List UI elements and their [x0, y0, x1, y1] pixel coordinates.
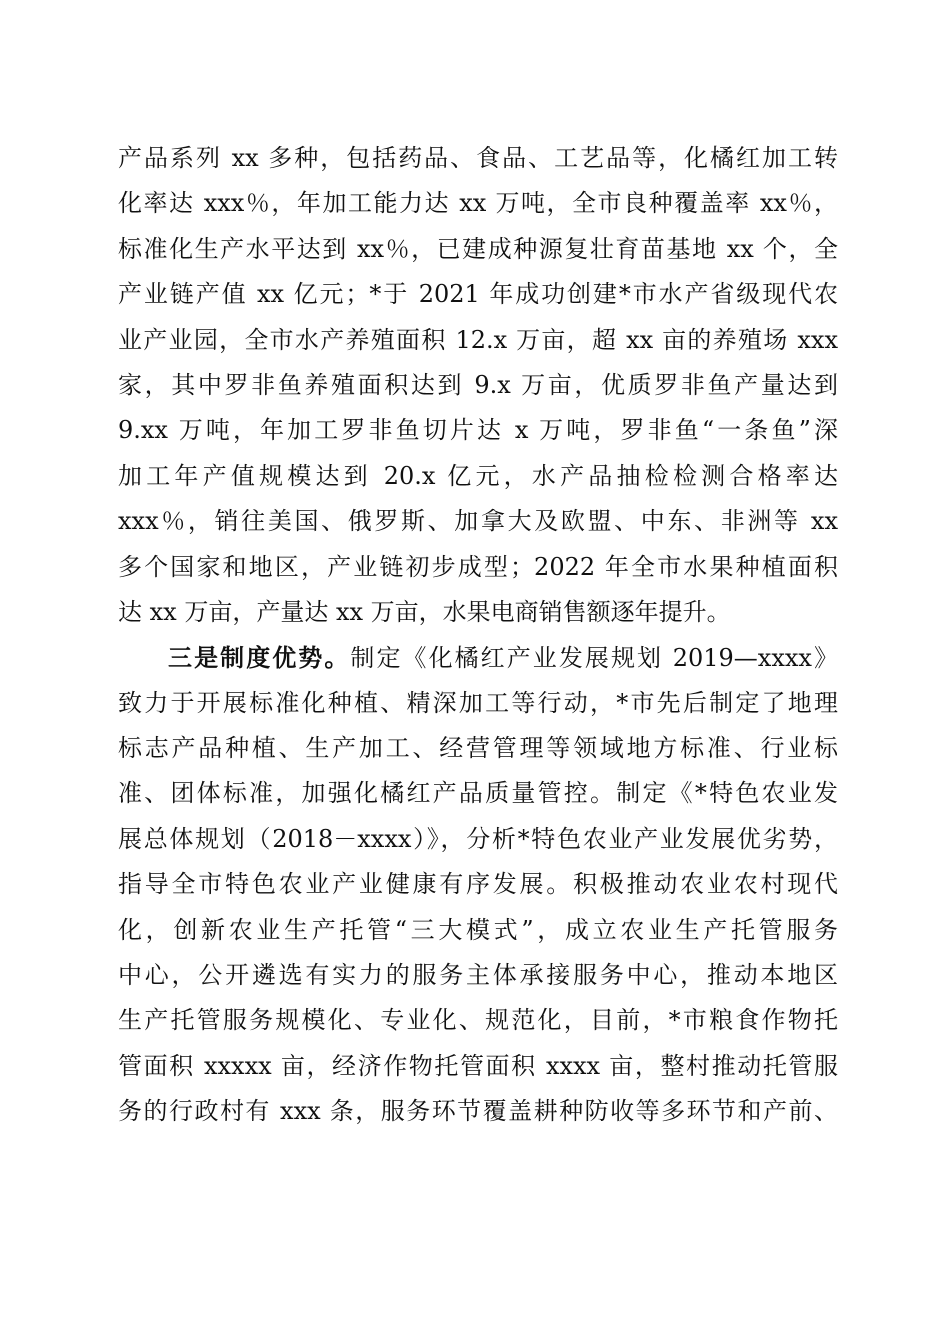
text-line-first	[118, 635, 838, 680]
text-line: 标志产品种植、生产加工、经营管理等领域地方标准、行业标	[118, 734, 838, 763]
text-line: 化率达 xxx％，年加工能力达 xx 万吨，全市良种覆盖率 xx％，	[118, 189, 838, 218]
text-line: 产品系列 xx 多种，包括药品、食品、工艺品等，化橘红加工转	[118, 144, 838, 172]
text-line: 生产托管服务规模化、专业化、规范化，目前，*市粮食作物托	[118, 1006, 838, 1035]
text-line: 多个国家和地区，产业链初步成型；2022 年全市水果种植面积	[118, 552, 838, 581]
paragraph-2	[118, 635, 838, 1134]
text-line: 达 xx 万亩，产量达 xx 万亩，水果电商销售额逐年提升。	[118, 597, 731, 626]
text-line: 致力于开展标准化种植、精深加工等行动，*市先后制定了地理	[118, 688, 838, 717]
text-line: 标准化生产水平达到 xx％，已建成种源复壮育苗基地 xx 个，全	[118, 234, 838, 263]
text-line: 展总体规划（2018－xxxx）》，分析*特色农业产业发展优劣势，	[118, 824, 838, 853]
text-line: 产业链产值 xx 亿元；*于 2021 年成功创建*市水产省级现代农	[118, 280, 838, 309]
body-text	[118, 136, 838, 1135]
text-line: 加工年产值规模达到 20.x 亿元，水产品抽检检测合格率达	[118, 461, 838, 490]
text-line: 家，其中罗非鱼养殖面积达到 9.x 万亩，优质罗非鱼产量达到	[118, 370, 838, 399]
text-line: xxx％，销往美国、俄罗斯、加拿大及欧盟、中东、非洲等 xx	[118, 507, 838, 536]
text-line: 中心，公开遴选有实力的服务主体承接服务中心，推动本地区	[118, 961, 838, 990]
text-line: 准、团体标准，加强化橘红产品质量管控。制定《*特色农业发	[118, 779, 838, 808]
text-line: 业产业园，全市水产养殖面积 12.x 万亩，超 xx 亩的养殖场 xxx	[118, 325, 838, 354]
text-line: 管面积 xxxxx 亩，经济作物托管面积 xxxx 亩，整村推动托管服	[118, 1051, 838, 1080]
text-line: 务的行政村有 xxx 条，服务环节覆盖耕种防收等多环节和产前、	[118, 1097, 838, 1126]
text-line: 9.xx 万吨，年加工罗非鱼切片达 x 万吨，罗非鱼“一条鱼”深	[118, 416, 838, 445]
text-line-rest: 制定《化橘红产业发展规划 2019—xxxx》	[350, 644, 838, 673]
paragraph-1	[118, 136, 838, 635]
text-line: 化，创新农业生产托管“三大模式”，成立农业生产托管服务	[118, 915, 838, 944]
text-line: 指导全市特色农业产业健康有序发展。积极推动农业农村现代	[118, 870, 838, 899]
section-heading: 三是制度优势。	[166, 643, 351, 673]
